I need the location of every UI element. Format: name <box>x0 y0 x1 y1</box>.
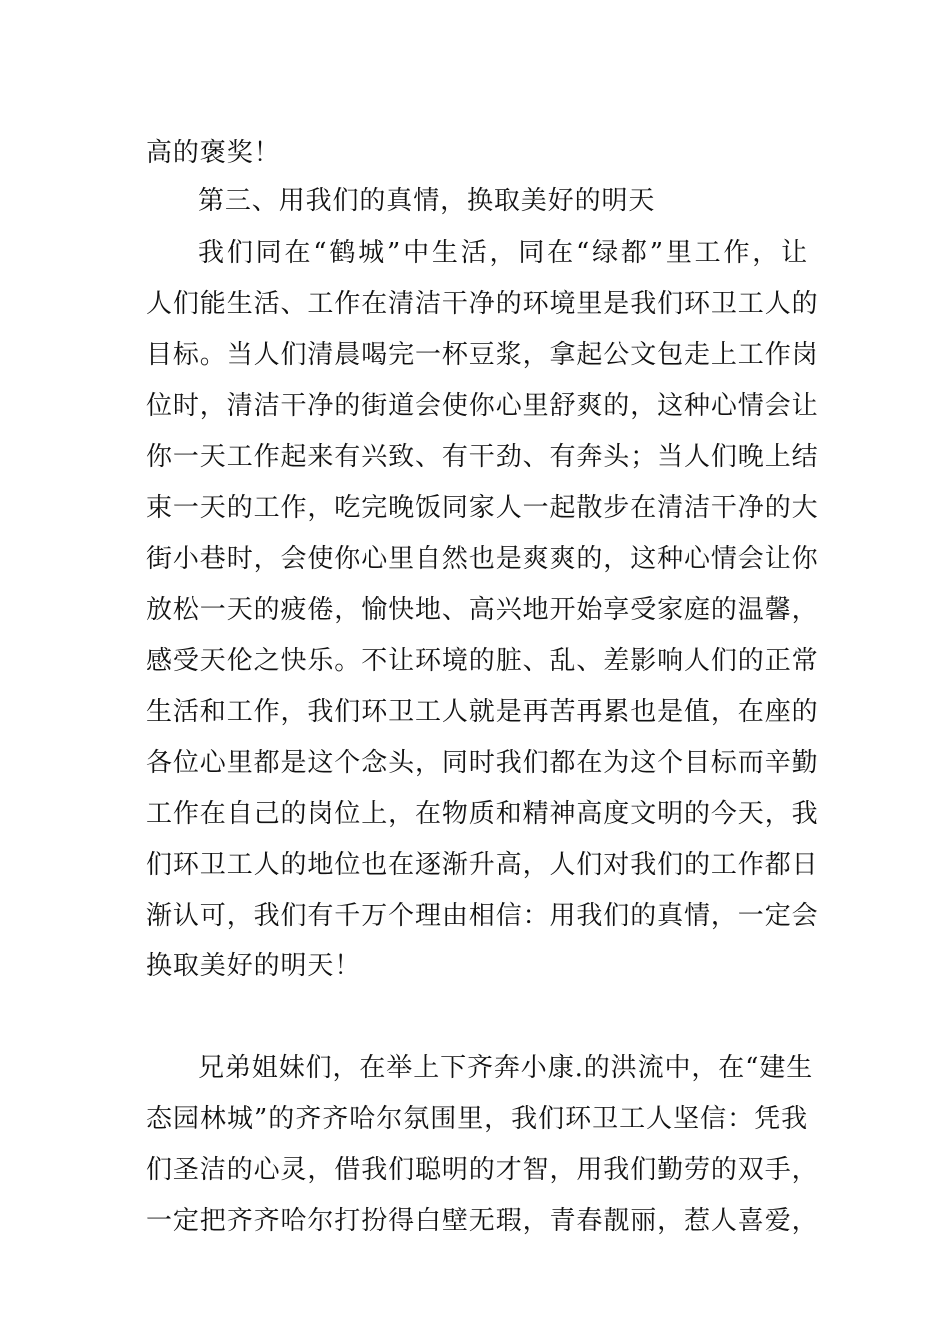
text-line: 你一天工作起来有兴致、有干劲、有奔头；当人们晚上结 <box>146 442 819 472</box>
text-line: 感受天伦之快乐。不让环境的脏、乱、差影响人们的正常 <box>146 646 819 676</box>
text-line: 人们能生活、工作在清洁干净的环境里是我们环卫工人的 <box>146 289 819 319</box>
text-line: 我们同在“鹤城”中生活，同在“绿都”里工作，让 <box>198 238 808 268</box>
text-line: 态园林城”的齐齐哈尔氛围里，我们环卫工人坚信：凭我 <box>146 1104 808 1134</box>
text-line: 束一天的工作，吃完晚饭同家人一起散步在清洁干净的大 <box>146 493 819 523</box>
text-line: 们环卫工人的地位也在逐渐升高，人们对我们的工作都日 <box>146 850 819 880</box>
text-line: 街小巷时，会使你心里自然也是爽爽的，这种心情会让你 <box>146 544 819 574</box>
text-line: 们圣洁的心灵，借我们聪明的才智，用我们勤劳的双手， <box>146 1155 819 1185</box>
text-line: 高的褒奖！ <box>146 138 281 168</box>
text-line: 放松一天的疲倦，愉快地、高兴地开始享受家庭的温馨， <box>146 595 819 625</box>
text-line: 一定把齐齐哈尔打扮得白壁无瑕，青春靓丽，惹人喜爱， <box>146 1206 819 1236</box>
text-line: 兄弟姐妹们，在举上下齐奔小康.的洪流中，在“建生 <box>198 1053 814 1083</box>
text-line: 渐认可，我们有千万个理由相信：用我们的真情，一定会 <box>146 901 819 931</box>
text-line: 换取美好的明天！ <box>146 951 362 981</box>
text-line: 目标。当人们清晨喝完一杯豆浆，拿起公文包走上工作岗 <box>146 340 819 370</box>
text-line: 位时，清洁干净的街道会使你心里舒爽的，这种心情会让 <box>146 391 819 421</box>
text-line: 生活和工作，我们环卫工人就是再苦再累也是值，在座的 <box>146 697 819 727</box>
text-line: 工作在自己的岗位上，在物质和精神高度文明的今天，我 <box>146 799 819 829</box>
text-line: 各位心里都是这个念头，同时我们都在为这个目标而辛勤 <box>146 748 819 778</box>
section-heading: 第三、用我们的真情，换取美好的明天 <box>198 186 656 216</box>
